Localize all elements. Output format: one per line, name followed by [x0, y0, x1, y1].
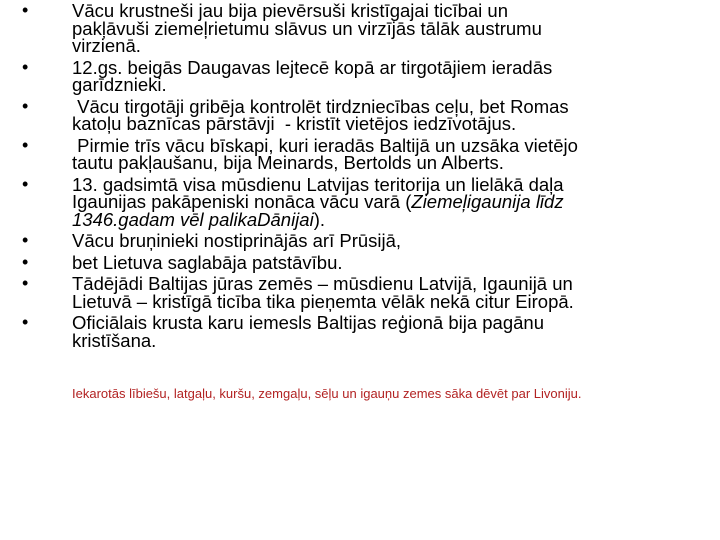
bullet-1-line-2: pakļāvuši ziemeļrietumu slāvus un virzījās tālāk austrumu [72, 17, 542, 39]
bullet-icon: • [22, 0, 29, 20]
bullet-3-line-2: katoļu baznīcas pārstāvji - kristīt vietējos iedzīvotājus. [72, 113, 517, 134]
bullet-5-line-1: 13. gadsimtā visa mūsdienu Latvijas teritorija un lielākā daļa [72, 173, 564, 195]
bullet-icon: • [22, 273, 29, 293]
bullet-4-line-1: Pirmie trīs vācu bīskapi, kuri ieradās Baltijā un uzsāka vietējo [72, 134, 578, 156]
bullet-5-line-2-italic: Ziemeļigaunija līdz [411, 191, 564, 212]
bullet-icon: • [22, 312, 29, 332]
bullet-7-line-1: bet Lietuva saglabāja patstāvību. [72, 251, 343, 273]
bullet-icon: • [22, 134, 29, 155]
bullet-6-line-1: Vācu bruņinieki nostiprinājās arī Prūsijā, [72, 230, 402, 251]
bullet-3-line-1: Vācu tirgotāji gribēja kontrolēt tirdzniecības ceļu, bet Romas [72, 95, 569, 117]
bullet-icon: • [22, 95, 29, 116]
bullet-list [22, 0, 702, 353]
bullet-icon: • [22, 251, 29, 272]
bullet-9-line-1: Oficiālais krusta karu iemesls Baltijas reģionā bija pagānu [72, 312, 544, 333]
bullet-item-7 [22, 251, 702, 273]
bullet-9-line-2: kristīšana. [72, 329, 157, 351]
bullet-5-line-2-plain: Igaunijas pakāpeniski nonāca vācu varā ( [72, 191, 412, 212]
bullet-item-4 [22, 134, 702, 173]
bullet-item-1 [22, 2, 702, 55]
bullet-4-line-2: tautu pakļaušanu, bija Meinards, Bertolds un Alberts. [72, 152, 504, 173]
bullet-1-line-1: Vācu krustneši jau bija pievērsuši kristīgajai ticībai un [72, 0, 508, 21]
bullet-item-5 [22, 173, 702, 230]
bullet-1-line-3: virzienā. [72, 35, 141, 56]
bullet-item-6 [22, 232, 702, 250]
bullet-icon: • [22, 173, 29, 194]
bullet-item-2 [22, 56, 702, 95]
bullet-item-3 [22, 95, 702, 134]
bullet-5-line-3 [72, 208, 702, 230]
bullet-8-line-1: Tādējādi Baltijas jūras zemēs – mūsdienu Latvijā, Igaunijā un [72, 273, 573, 294]
bullet-icon: • [22, 56, 29, 77]
bullet-8-line-2: Lietuvā – kristīgā ticība tika pieņemta vēlāk nekā citur Eiropā. [72, 290, 574, 312]
bullet-5-line-3-italic: 1346.gadam vēl palikaDānijai [72, 208, 314, 230]
bullet-2-line-1: 12.gs. beigās Daugavas lejtecē kopā ar tirgotājiem ieradās [72, 56, 553, 78]
bullet-5-line-3-plain: ). [313, 208, 325, 230]
bullet-icon: • [22, 230, 29, 250]
bullet-item-8 [22, 275, 702, 310]
bullet-item-9 [22, 314, 702, 349]
footnote: Iekarotās lībiešu, latgaļu, kuršu, zemgaļu, sēļu un igauņu zemes sāka dēvēt par Livoniju. [72, 386, 582, 401]
bullet-2-line-2: garīdznieki. [72, 74, 167, 95]
